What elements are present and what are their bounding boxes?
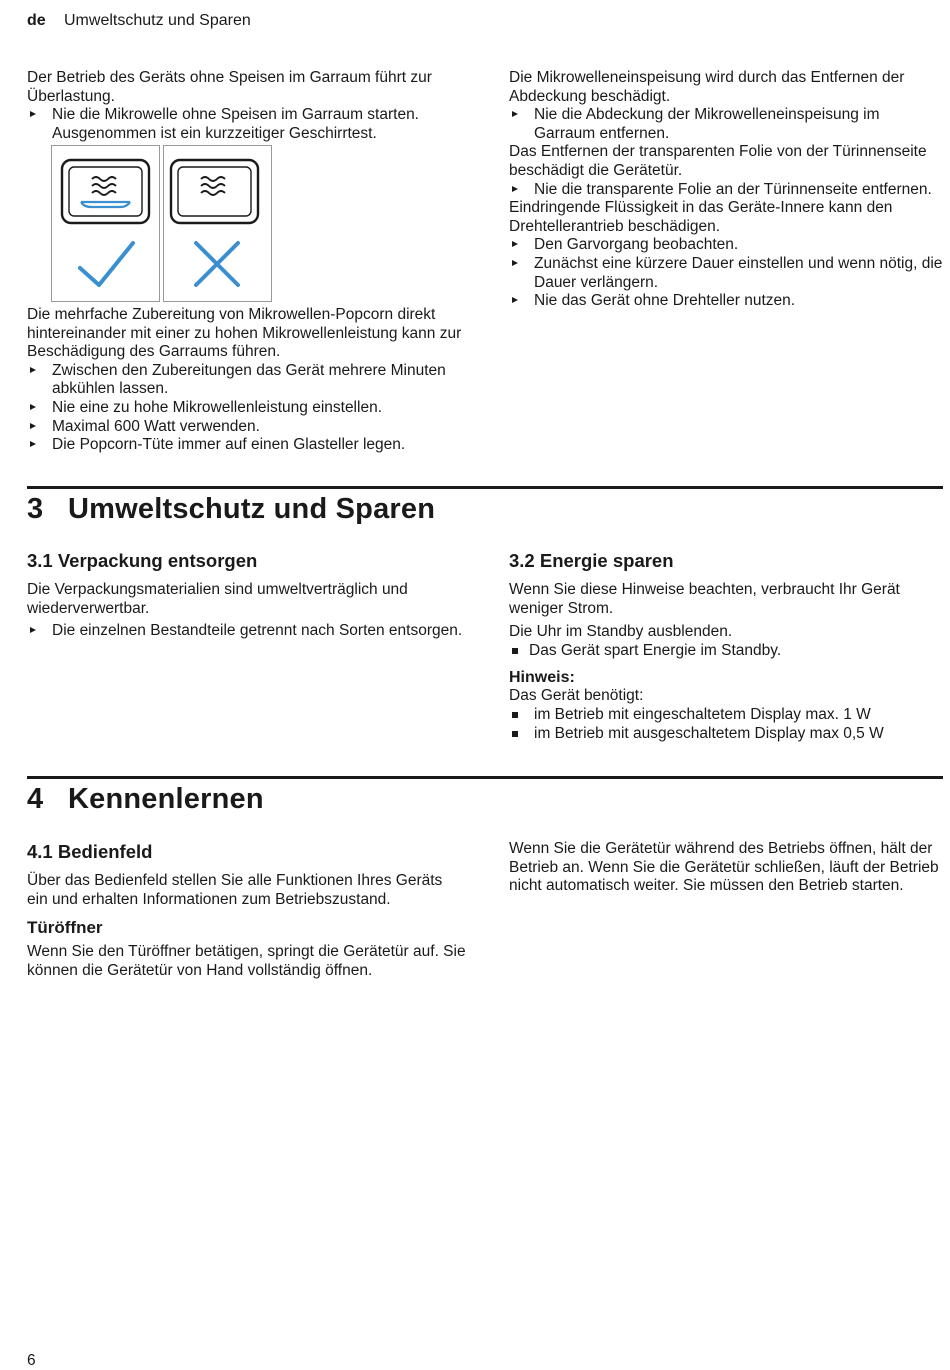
instruction-item: Nie die Abdeckung der Mikrowelleneinspeisung im Garraum entfernen. xyxy=(509,106,943,143)
instruction-item: Maximal 600 Watt verwenden. xyxy=(27,418,467,437)
body-paragraph: Wenn Sie den Türöffner betätigen, springt die Gerätetür auf. Sie können die Gerätetür von Hand vollständig öffnen. xyxy=(27,943,466,979)
popcorn-instruction-list xyxy=(27,362,467,455)
instruction-item: Die einzelnen Bestandteile getrennt nach Sorten entsorgen. xyxy=(27,622,467,641)
body-paragraph: Wenn Sie diese Hinweise beachten, verbraucht Ihr Gerät weniger Strom. xyxy=(509,581,900,617)
subsection-heading: 3.1 Verpackung entsorgen xyxy=(27,550,258,571)
instruction-item: Nie eine zu hohe Mikrowellenleistung einstellen. xyxy=(27,399,467,418)
body-paragraph: Über das Bedienfeld stellen Sie alle Funktionen Ihres Geräts ein und erhalten Informationen zum Betriebszustand. xyxy=(27,872,443,908)
instruction-list xyxy=(27,622,467,641)
cross-icon xyxy=(191,238,243,290)
instruction-list xyxy=(509,181,943,200)
instruction-item: Den Garvorgang beobachten. xyxy=(509,236,943,255)
instruction-item: Nie das Gerät ohne Drehteller nutzen. xyxy=(509,292,943,311)
body-paragraph: Die Verpackungsmaterialien sind umweltverträglich und wiederverwertbar. xyxy=(27,581,408,617)
warning-paragraph: Das Entfernen der transparenten Folie von der Türinnenseite beschädigt die Gerätetür. xyxy=(509,143,927,179)
section-title: Umweltschutz und Sparen xyxy=(68,493,436,525)
sub-heading-door-opener: Türöffner xyxy=(27,918,103,938)
result-list xyxy=(509,642,943,661)
result-item: Das Gerät spart Energie im Standby. xyxy=(509,642,943,661)
step-paragraph: Die Uhr im Standby ausblenden. xyxy=(509,623,733,641)
section-title: Kennenlernen xyxy=(68,783,264,815)
top-right-column xyxy=(509,69,943,311)
header-language: de xyxy=(27,12,46,29)
header-title: Umweltschutz und Sparen xyxy=(64,12,251,29)
section-divider xyxy=(27,486,943,489)
instruction-item: Zunächst eine kürzere Dauer einstellen und wenn nötig, die Dauer verlängern. xyxy=(509,255,943,292)
checkmark-icon xyxy=(77,240,137,290)
note-item: im Betrieb mit eingeschaltetem Display max. 1 W xyxy=(509,706,943,725)
instruction-item: Nie die transparente Folie an der Türinnenseite entfernen. xyxy=(509,181,943,200)
note-intro: Das Gerät benötigt: xyxy=(509,687,644,705)
warning-paragraph: Der Betrieb des Geräts ohne Speisen im Garraum führt zur Überlastung. xyxy=(27,69,432,105)
note-item: im Betrieb mit ausgeschaltetem Display max 0,5 W xyxy=(509,725,943,744)
instruction-item: Nie die Mikrowelle ohne Speisen im Garraum starten. Ausgenommen ist ein kurzzeitiger Geschirrtest. xyxy=(27,106,467,143)
note-list xyxy=(509,706,943,743)
warning-paragraph: Die Mikrowelleneinspeisung wird durch das Entfernen der Abdeckung beschädigt. xyxy=(509,69,905,105)
popcorn-warning-paragraph: Die mehrfache Zubereitung von Mikrowellen-Popcorn direkt hintereinander mit einer zu hohen Mikrowellenleistung kann zur Beschädigung des Garraums führen. xyxy=(27,306,462,361)
section-4-1 xyxy=(27,841,467,980)
subsection-heading: 3.2 Energie sparen xyxy=(509,550,674,571)
instruction-list xyxy=(509,106,943,143)
section-number: 3 xyxy=(27,493,44,525)
section-3-heading xyxy=(27,493,435,526)
top-left-column xyxy=(27,69,467,143)
note-label: Hinweis: xyxy=(509,669,575,687)
subsection-heading: 4.1 Bedienfeld xyxy=(27,841,153,862)
section-3-2 xyxy=(509,550,943,743)
body-paragraph: Wenn Sie die Gerätetür während des Betriebs öffnen, hält der Betrieb an. Wenn Sie die Gerätetür schließen, läuft der Betrieb nicht automatisch weiter. Sie müssen den Betrieb starten. xyxy=(509,840,939,895)
instruction-item: Zwischen den Zubereitungen das Gerät mehrere Minuten abkühlen lassen. xyxy=(27,362,467,399)
instruction-item: Die Popcorn-Tüte immer auf einen Glasteller legen. xyxy=(27,436,467,455)
instruction-list xyxy=(509,236,943,310)
page-number: 6 xyxy=(27,1352,36,1369)
section-3-1 xyxy=(27,550,467,641)
instruction-list xyxy=(27,106,467,143)
section-divider xyxy=(27,776,943,779)
warning-paragraph: Eindringende Flüssigkeit in das Geräte-Innere kann den Drehtellerantrieb beschädigen. xyxy=(509,199,893,235)
section-4-heading xyxy=(27,783,264,816)
section-4-right-column xyxy=(509,840,943,896)
popcorn-warning-block xyxy=(27,306,467,455)
section-number: 4 xyxy=(27,783,44,815)
